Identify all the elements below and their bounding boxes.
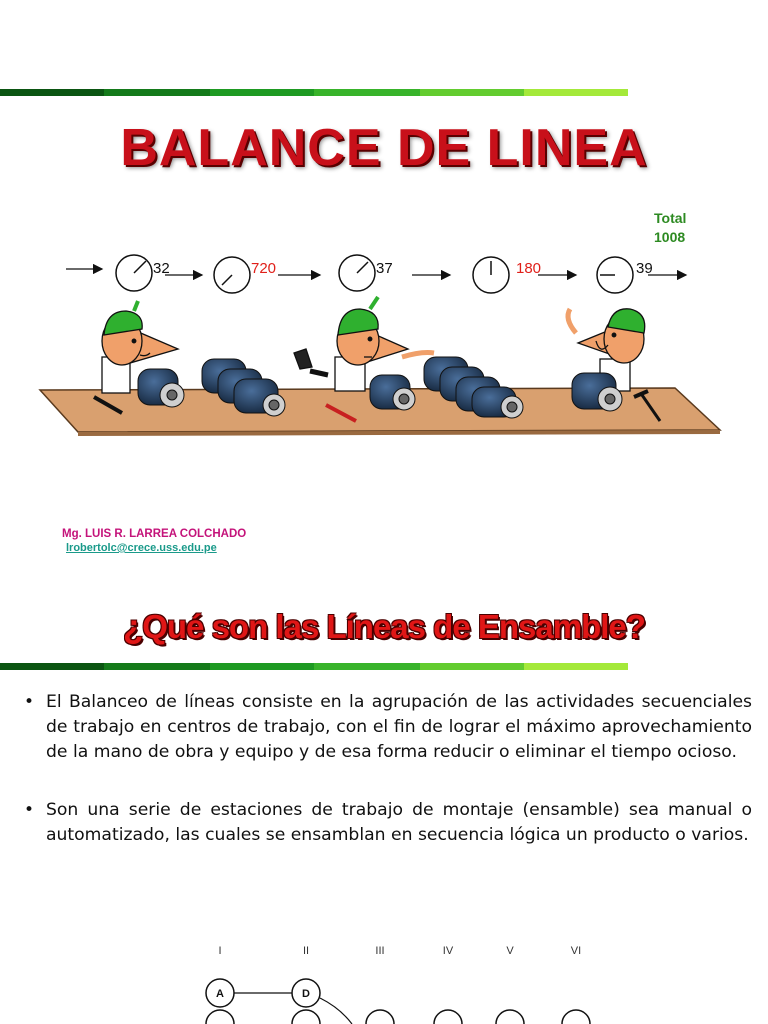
bullet-item: • El Balanceo de líneas consiste en la agrupación de las actividades secuenciales de trabajo en centros de trabajo, con el fin de lograr el máximo aprovechamiento de la mano de obra y equipo y de esa forma reducir o eliminar el tiempo ocioso. [22, 690, 752, 765]
total-time [654, 209, 686, 247]
top-green-bar [0, 89, 628, 96]
author-email-link[interactable]: lrobertolc@crece.uss.edu.pe [66, 542, 217, 554]
section-green-bar [0, 663, 628, 670]
column-label: VI [570, 945, 582, 957]
node-label: D [302, 988, 310, 1000]
bullet-item: • Son una serie de estaciones de trabajo de montaje (ensamble) sea manual o automatizado, las cuales se ensamblan en secuencia lógica un producto o varios. [22, 798, 752, 848]
column-label: V [506, 945, 514, 957]
author-name: Mg. LUIS R. LARREA COLCHADO [62, 528, 247, 540]
station-time: 32 [153, 260, 170, 277]
assembly-line-illustration [30, 245, 730, 445]
column-label: III [375, 945, 385, 957]
column-label: I [218, 945, 222, 957]
precedence-diagram [180, 938, 620, 1024]
total-value: 1008 [654, 229, 686, 245]
station-time: 37 [376, 260, 393, 277]
station-time: 720 [251, 260, 277, 277]
slide-title: BALANCE DE LINEA [120, 119, 648, 177]
column-label: II [302, 945, 310, 957]
station-time: 39 [636, 260, 653, 277]
bullet-list [22, 690, 752, 848]
total-label: Total [654, 210, 687, 226]
node-label: A [216, 988, 224, 1000]
column-label: IV [442, 945, 454, 957]
worker-figure [294, 297, 434, 391]
section-heading: ¿Qué son las Líneas de Ensamble? [123, 608, 645, 645]
station-time: 180 [516, 260, 542, 277]
